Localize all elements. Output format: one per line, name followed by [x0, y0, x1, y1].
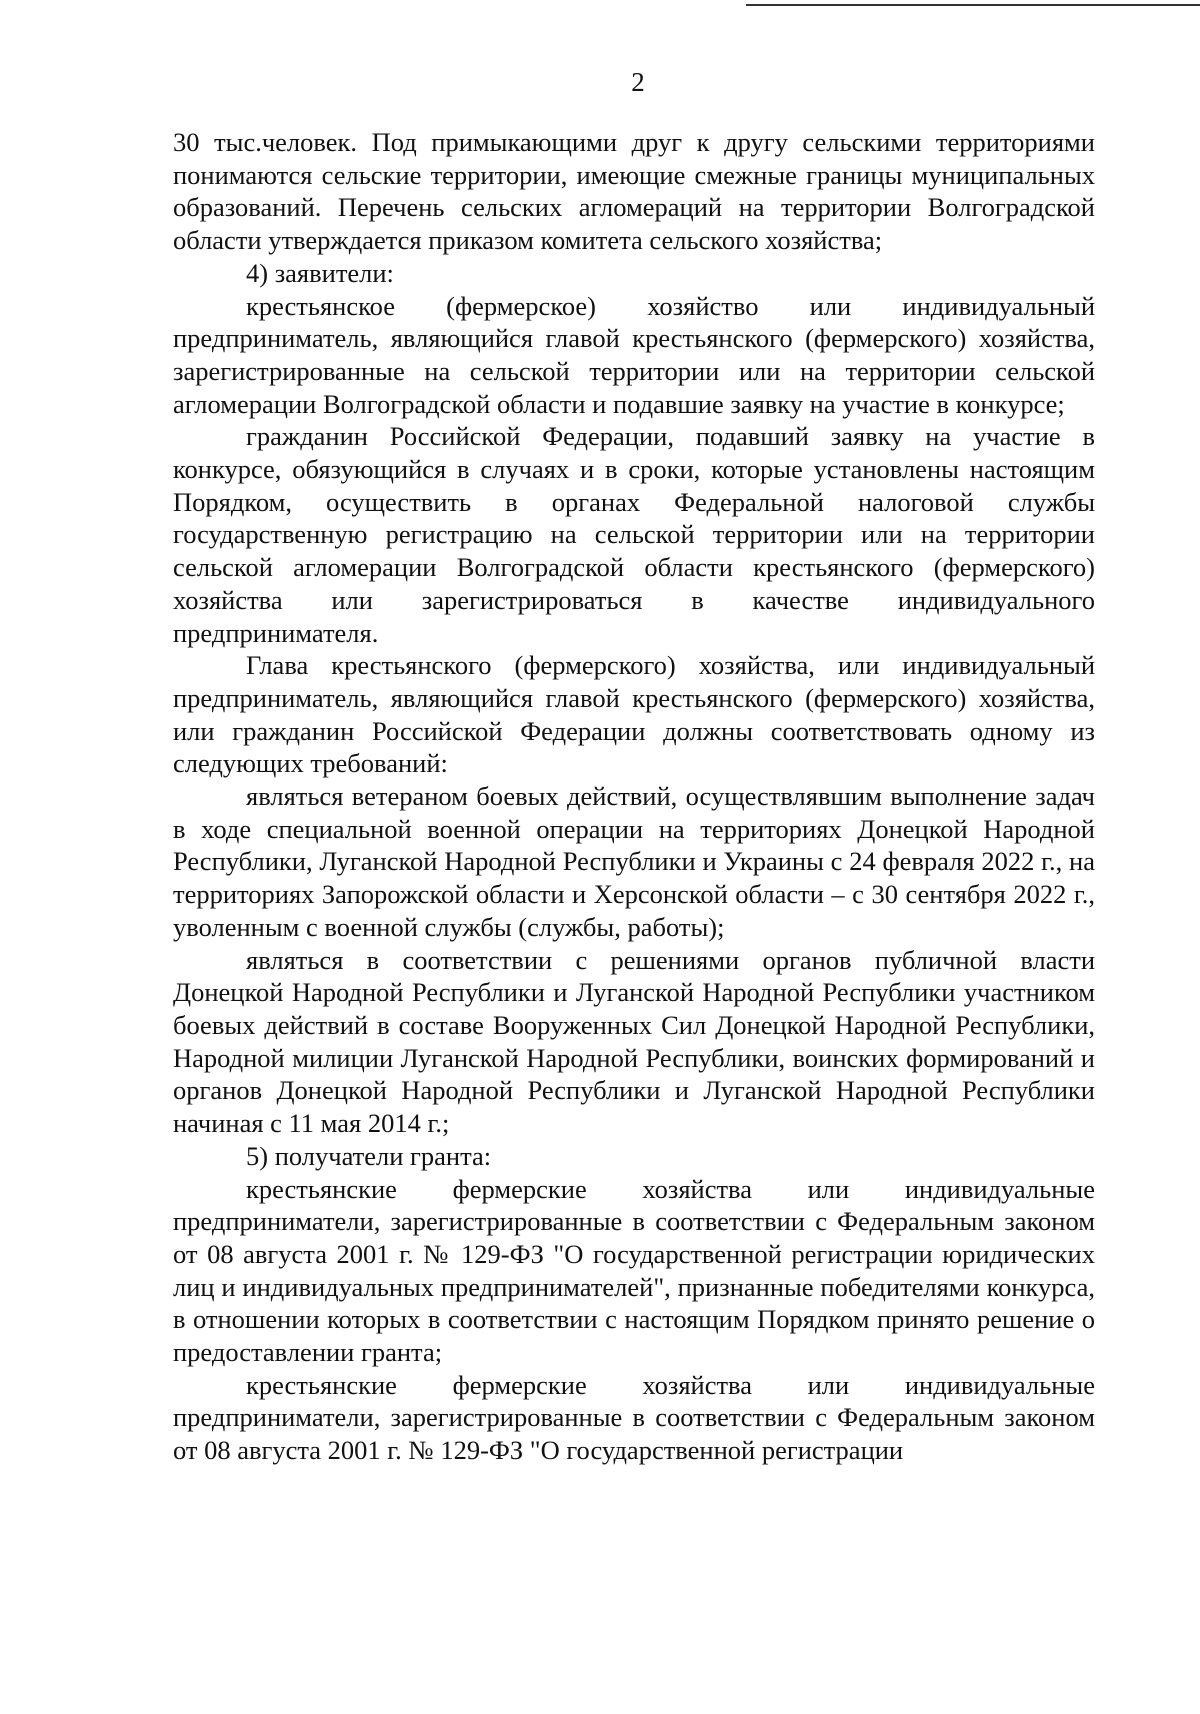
paragraph-applicants-heading: 4) заявители:: [246, 257, 394, 288]
page-number: 2: [631, 67, 645, 97]
paragraph-recipients-winners: крестьянские фермерские хозяйства или индивидуальные предприниматели, зарегистрированные в соответствии с Федеральным законом от 08 августа 2001 г. № 129-ФЗ "О государственной регистрации юридических лиц и индивидуальных предпринимателей", признанные победителями конкурса, в отношении которых в соответствии с настоящим Порядком принято решение о предоставлении гранта;: [173, 1173, 1095, 1368]
paragraph-recipients-continued: крестьянские фермерские хозяйства или индивидуальные предприниматели, зарегистрированные в соответствии с Федеральным законом от 08 августа 2001 г. № 129-ФЗ "О государственной регистрации: [173, 1369, 1095, 1466]
paragraph-agglomeration-definition: 30 тыс.человек. Под примыкающими друг к другу сельскими территориями понимаются сельские территории, имеющие смежные границы муниципальных образований. Перечень сельских агломераций на территории Волгоградской области утверждается приказом комитета сельского хозяйства;: [173, 127, 1095, 256]
paragraph-applicant-farm: крестьянское (фермерское) хозяйство или индивидуальный предприниматель, являющийся главой крестьянского (фермерского) хозяйства, зарегистрированные на сельской территории или на территории сельской агломерации Волгоградской области и подавшие заявку на участие в конкурсе;: [173, 290, 1095, 419]
top-edge-rule: [746, 4, 1200, 6]
document-body: [173, 126, 1095, 1467]
paragraph-requirement-participant: являться в соответствии с решениями органов публичной власти Донецкой Народной Республики и Луганской Народной Республики участником боевых действий в составе Вооруженных Сил Донецкой Народной Республики, Народной милиции Луганской Народной Республики, воинских формирований и органов Донецкой Народной Республики и Луганской Народной Республики начиная с 11 мая 2014 г.;: [173, 944, 1095, 1139]
paragraph-requirements-intro: Глава крестьянского (фермерского) хозяйства, или индивидуальный предприниматель, являющийся главой крестьянского (фермерского) хозяйства, или гражданин Российской Федерации должны соответствовать одному из следующих требований:: [173, 650, 1095, 779]
paragraph-applicant-citizen: гражданин Российской Федерации, подавший заявку на участие в конкурсе, обязующийся в случаях и в сроки, которые установлены настоящим Порядком, осуществить в органах Федеральной налоговой службы государственную регистрацию на сельской территории или на территории сельской агломерации Волгоградской области крестьянского (фермерского) хозяйства или зарегистрироваться в качестве индивидуального предпринимателя.: [173, 421, 1095, 648]
paragraph-requirement-veteran: являться ветераном боевых действий, осуществлявшим выполнение задач в ходе специальной военной операции на территориях Донецкой Народной Республики, Луганской Народной Республики и Украины с 24 февраля 2022 г., на территориях Запорожской области и Херсонской области – с 30 сентября 2022 г., уволенным с военной службы (службы, работы);: [173, 781, 1095, 942]
paragraph-recipients-heading: 5) получатели гранта:: [246, 1140, 492, 1171]
